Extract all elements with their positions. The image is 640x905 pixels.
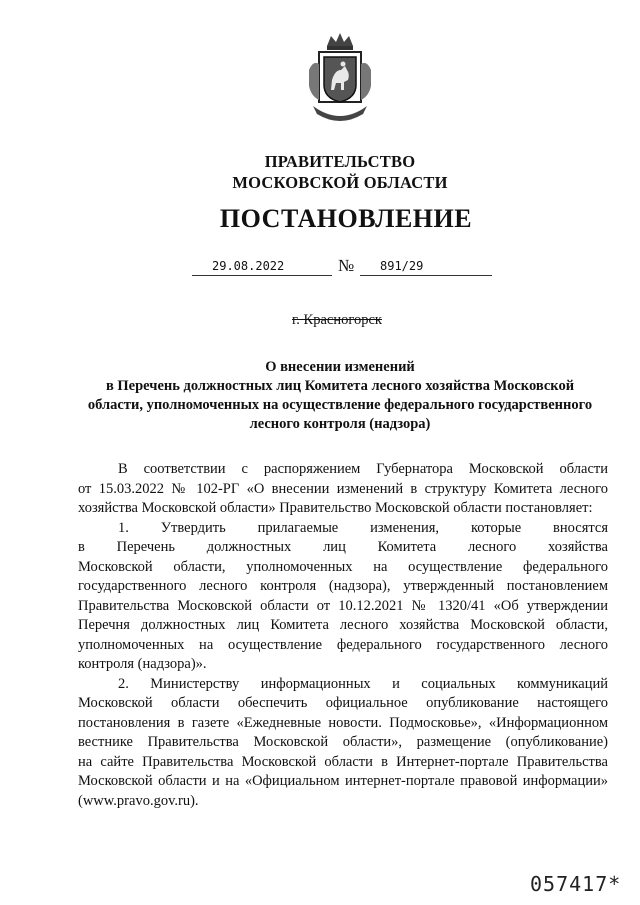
body-line: Московской области, уполномоченных на осуществление федерального [78, 558, 608, 575]
body-line: хозяйства Московской области» Правительство Московской области постановляет: [78, 500, 593, 516]
coat-of-arms-icon [303, 30, 377, 128]
body-line: государственного лесного контроля (надзора), утвержденный постановлением [78, 578, 608, 594]
document-type: ПОСТАНОВЛЕНИЕ [219, 204, 473, 233]
body-line: контроля (надзора)». [78, 656, 207, 672]
body-line: Перечня должностных лиц Комитета лесного хозяйства Московской области, [78, 617, 608, 633]
document-subject [70, 358, 610, 434]
body-line: 1. Утвердить прилагаемые изменения, которые вносятся [118, 519, 608, 536]
body-line: вестнике Правительства Московской области», размещение (опубликование) [78, 734, 608, 750]
document-body [78, 460, 608, 811]
org-name-line1: ПРАВИТЕЛЬСТВО [264, 152, 416, 171]
subject-line: в Перечень должностных лиц Комитета лесного хозяйства Московской [105, 378, 575, 394]
body-line: Правительства Московской области от 10.12.2021 № 1320/41 «Об утверждении [78, 597, 608, 614]
body-line: (www.pravo.gov.ru). [78, 792, 199, 809]
body-line: В соответствии с распоряжением Губернатора Московской области [118, 461, 608, 477]
body-line: в Перечень должностных лиц Комитета лесного хозяйства [78, 539, 608, 555]
body-line: уполномоченных на осуществление федерального государственного лесного [78, 636, 608, 653]
body-line: постановления в газете «Ежедневные новости. Подмосковье», «Информационном [78, 714, 608, 731]
body-line: Московской области обеспечить официальное опубликование настоящего [78, 695, 608, 711]
number-sign: № [338, 256, 355, 275]
body-line: Московской области и на «Официальном интернет-портале правовой информации» [78, 773, 608, 789]
subject-line: лесного контроля (надзора) [249, 416, 431, 432]
serial-number: 057417* [530, 872, 622, 896]
city-name: г. Красногорск [292, 312, 382, 328]
subject-line: области, уполномоченных на осуществление федерального государственного [87, 397, 593, 413]
body-line: от 15.03.2022 № 102-РГ «О внесении изменений в структуру Комитета лесного [78, 480, 608, 497]
document-number: 891/29 [360, 259, 492, 276]
body-line: 2. Министерству информационных и социальных коммуникаций [118, 675, 608, 692]
document-date: 29.08.2022 [192, 259, 332, 276]
body-line: на сайте Правительства Московской области в Интернет-портале Правительства [78, 753, 608, 770]
subject-line: О внесении изменений [265, 359, 415, 375]
org-name-line2: МОСКОВСКОЙ ОБЛАСТИ [232, 173, 448, 192]
